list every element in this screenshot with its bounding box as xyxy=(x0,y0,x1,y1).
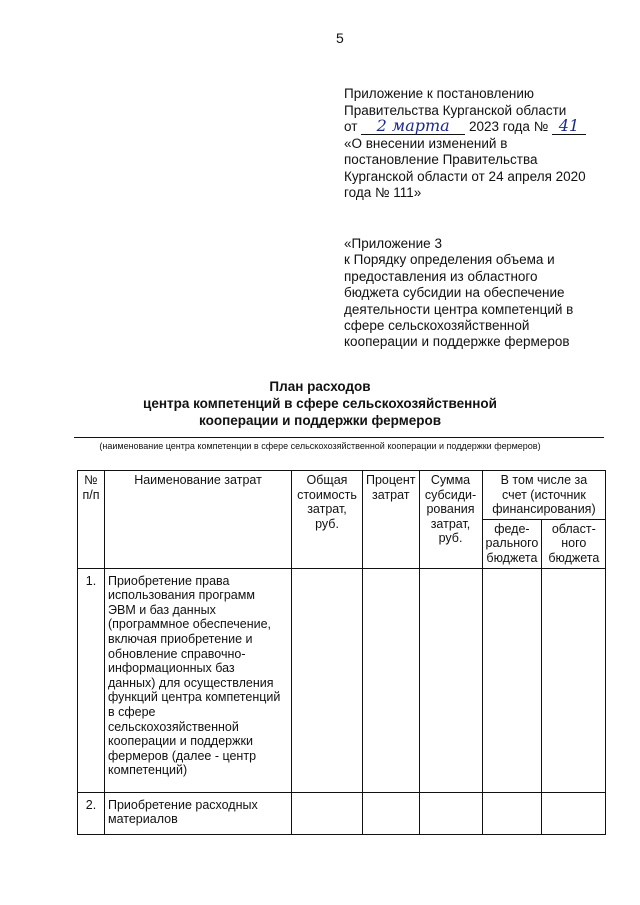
cell-subsidy xyxy=(419,792,482,834)
row-number: 2. xyxy=(78,792,105,834)
appendix-line: Правительства Курганской области xyxy=(344,102,567,118)
appendix-subject-line: «О внесении изменений в xyxy=(344,135,508,151)
appendix-subject-line: Курганской области от 24 апреля 2020 xyxy=(344,168,586,184)
expense-plan-table xyxy=(77,470,606,835)
header-including: В том числе за счет (источник финансирования) xyxy=(482,471,606,520)
appendix3-line: бюджета субсидии на обеспечение xyxy=(344,285,565,301)
header-regional: област- ного бюджета xyxy=(542,519,606,568)
header-name: Наименование затрат xyxy=(105,471,292,569)
handwritten-date: 2 марта xyxy=(376,116,450,135)
name-caption: (наименование центра компетенции в сфере сельскохозяйственной кооперации и поддержки фермеров) xyxy=(99,441,541,451)
appendix-subject-line: постановление Правительства xyxy=(344,152,538,167)
date-field xyxy=(361,116,465,135)
header-total-cost: Общая стоимость затрат, руб. xyxy=(292,471,363,569)
title-line: План расходов xyxy=(269,379,371,394)
appendix3-line: «Приложение 3 xyxy=(344,236,442,251)
cell-federal xyxy=(482,568,542,792)
cell-total xyxy=(292,568,363,792)
appendix3-line: предоставления из областного xyxy=(344,268,538,284)
appendix-line: Приложение к постановлению xyxy=(344,86,535,101)
appendix-date-line xyxy=(344,116,624,136)
from-label: от xyxy=(344,119,358,134)
table-row xyxy=(78,792,606,834)
title-line: центра компетенций в сфере сельскохозяйственной xyxy=(143,396,497,411)
appendix3-line: сфере сельскохозяйственной xyxy=(344,318,530,334)
cell-percent xyxy=(363,792,420,834)
page-number: 5 xyxy=(336,30,344,46)
header-subsidy: Сумма субсиди- рования затрат, руб. xyxy=(419,471,482,569)
title-line: кооперации и поддержки фермеров xyxy=(199,413,441,428)
row-number: 1. xyxy=(78,568,105,792)
year-text: 2023 года № xyxy=(468,119,549,134)
handwritten-number: 41 xyxy=(558,116,580,135)
header-federal: феде- рального бюджета xyxy=(482,519,542,568)
cell-total xyxy=(292,792,363,834)
number-field xyxy=(552,116,586,135)
appendix3-header xyxy=(344,236,614,351)
cell-federal xyxy=(482,792,542,834)
name-underline xyxy=(74,437,604,438)
header-num: № п/п xyxy=(78,471,105,569)
appendix3-line: к Порядку определения объема и xyxy=(344,252,555,268)
appendix3-line: деятельности центра компетенций в xyxy=(344,301,574,317)
document-title xyxy=(0,378,640,429)
cell-regional xyxy=(542,792,606,834)
appendix3-line: кооперации и поддержке фермеров xyxy=(344,334,570,350)
appendix-subject-line: года № 111» xyxy=(344,185,422,200)
header-percent: Процент затрат xyxy=(363,471,420,569)
row-description: Приобретение права использования программ ЭВМ и баз данных (программное обеспечение, включая приобретение и обновление справочно- информационных баз данных) для осуществления функций центра компетенций в сфере сельскохозяйственной кооперации и поддержки фермеров (далее - центр компетенций) xyxy=(105,568,292,792)
table-header-row xyxy=(78,471,606,520)
cell-subsidy xyxy=(419,568,482,792)
row-description: Приобретение расходных материалов xyxy=(105,792,292,834)
cell-percent xyxy=(363,568,420,792)
table-row xyxy=(78,568,606,792)
cell-regional xyxy=(542,568,606,792)
appendix-header xyxy=(344,86,624,202)
